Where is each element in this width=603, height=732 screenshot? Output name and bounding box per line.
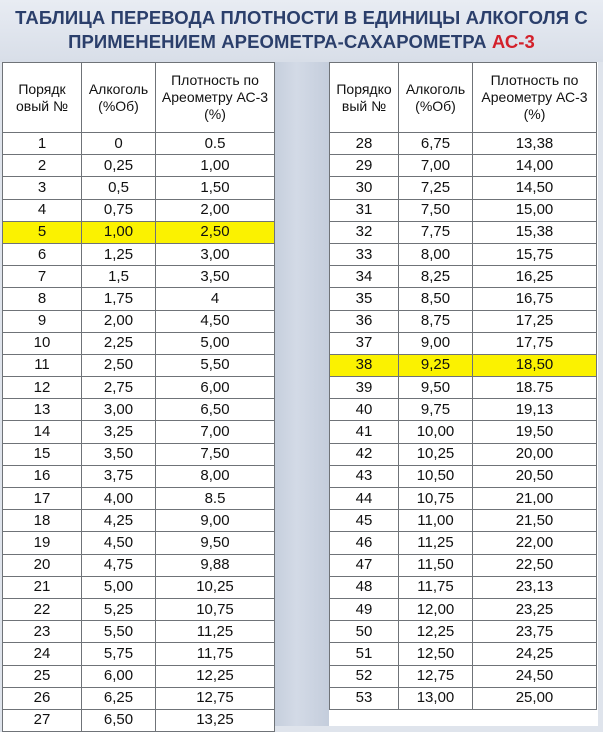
- table-row: [330, 354, 597, 376]
- cell-alcohol: 0,5: [82, 177, 156, 199]
- cell-alcohol: 3,00: [82, 399, 156, 421]
- cell-alcohol: 12,75: [399, 665, 473, 687]
- table-row: [3, 177, 275, 199]
- cell-density: 13,25: [156, 709, 275, 731]
- table-row: [330, 332, 597, 354]
- cell-density: 0.5: [156, 133, 275, 155]
- column-divider: [275, 62, 329, 726]
- cell-alcohol: 7,75: [399, 221, 473, 243]
- cell-alcohol: 5,00: [82, 576, 156, 598]
- cell-number: 34: [330, 266, 399, 288]
- cell-density: 18.75: [473, 377, 597, 399]
- cell-density: 9,00: [156, 510, 275, 532]
- cell-number: 8: [3, 288, 82, 310]
- cell-number: 38: [330, 354, 399, 376]
- table-row: [330, 288, 597, 310]
- cell-density: 17,25: [473, 310, 597, 332]
- cell-alcohol: 4,75: [82, 554, 156, 576]
- table-row: [3, 288, 275, 310]
- cell-alcohol: 11,25: [399, 532, 473, 554]
- table-row: [330, 621, 597, 643]
- cell-number: 11: [3, 354, 82, 376]
- cell-density: 2,00: [156, 199, 275, 221]
- table-row: [330, 687, 597, 709]
- table-row: [3, 598, 275, 620]
- cell-alcohol: 11,00: [399, 510, 473, 532]
- title-line-2: [0, 30, 603, 54]
- cell-number: 36: [330, 310, 399, 332]
- cell-alcohol: 3,75: [82, 465, 156, 487]
- table-row: [330, 465, 597, 487]
- table-row: [3, 155, 275, 177]
- cell-alcohol: 2,00: [82, 310, 156, 332]
- cell-number: 22: [3, 598, 82, 620]
- cell-density: 8.5: [156, 488, 275, 510]
- table-row: [330, 243, 597, 265]
- cell-density: 16,75: [473, 288, 597, 310]
- cell-number: 49: [330, 598, 399, 620]
- table-row: [330, 532, 597, 554]
- table-row: [3, 221, 275, 243]
- cell-alcohol: 6,50: [82, 709, 156, 731]
- table-row: [3, 443, 275, 465]
- cell-alcohol: 6,00: [82, 665, 156, 687]
- table-row: [330, 399, 597, 421]
- cell-number: 53: [330, 687, 399, 709]
- cell-alcohol: 8,25: [399, 266, 473, 288]
- cell-alcohol: 5,25: [82, 598, 156, 620]
- table-row: [3, 709, 275, 731]
- cell-number: 19: [3, 532, 82, 554]
- cell-density: 16,25: [473, 266, 597, 288]
- table-row: [3, 576, 275, 598]
- table-row: [3, 332, 275, 354]
- cell-number: 30: [330, 177, 399, 199]
- table-row: [330, 443, 597, 465]
- cell-number: 17: [3, 488, 82, 510]
- cell-alcohol: 12,25: [399, 621, 473, 643]
- cell-density: 10,25: [156, 576, 275, 598]
- cell-alcohol: 10,50: [399, 465, 473, 487]
- cell-number: 3: [3, 177, 82, 199]
- cell-alcohol: 6,75: [399, 133, 473, 155]
- cell-alcohol: 1,25: [82, 243, 156, 265]
- cell-density: 19,50: [473, 421, 597, 443]
- cell-number: 46: [330, 532, 399, 554]
- cell-density: 23,25: [473, 598, 597, 620]
- cell-number: 45: [330, 510, 399, 532]
- table-row: [330, 133, 597, 155]
- cell-alcohol: 7,00: [399, 155, 473, 177]
- cell-density: 24,25: [473, 643, 597, 665]
- header-density: Плотность по Ареометру АС-3 (%): [473, 63, 597, 133]
- table-row: [3, 354, 275, 376]
- cell-density: 23,75: [473, 621, 597, 643]
- table-row: [330, 510, 597, 532]
- cell-alcohol: 5,75: [82, 643, 156, 665]
- table-row: [330, 177, 597, 199]
- table-row: [330, 665, 597, 687]
- table-row: [330, 221, 597, 243]
- cell-alcohol: 5,50: [82, 621, 156, 643]
- cell-alcohol: 11,75: [399, 576, 473, 598]
- cell-alcohol: 10,75: [399, 488, 473, 510]
- cell-alcohol: 9,25: [399, 354, 473, 376]
- cell-density: 3,00: [156, 243, 275, 265]
- cell-alcohol: 4,50: [82, 532, 156, 554]
- table-row: [3, 310, 275, 332]
- cell-density: 4: [156, 288, 275, 310]
- table-row: [3, 243, 275, 265]
- cell-number: 2: [3, 155, 82, 177]
- cell-number: 33: [330, 243, 399, 265]
- table-row: [330, 377, 597, 399]
- cell-number: 39: [330, 377, 399, 399]
- cell-number: 24: [3, 643, 82, 665]
- cell-number: 16: [3, 465, 82, 487]
- header-density: Плотность по Ареометру АС-3 (%): [156, 63, 275, 133]
- cell-density: 14,00: [473, 155, 597, 177]
- cell-alcohol: 1,75: [82, 288, 156, 310]
- cell-number: 41: [330, 421, 399, 443]
- cell-alcohol: 0,75: [82, 199, 156, 221]
- cell-number: 48: [330, 576, 399, 598]
- cell-alcohol: 11,50: [399, 554, 473, 576]
- header-number: Порядк овый №: [3, 63, 82, 133]
- cell-number: 9: [3, 310, 82, 332]
- cell-density: 8,00: [156, 465, 275, 487]
- conversion-table-left: [2, 62, 275, 732]
- table-row: [330, 554, 597, 576]
- cell-density: 12,25: [156, 665, 275, 687]
- cell-alcohol: 2,75: [82, 377, 156, 399]
- cell-alcohol: 9,50: [399, 377, 473, 399]
- cell-number: 47: [330, 554, 399, 576]
- cell-density: 24,50: [473, 665, 597, 687]
- cell-alcohol: 0,25: [82, 155, 156, 177]
- cell-density: 22,50: [473, 554, 597, 576]
- cell-density: 17,75: [473, 332, 597, 354]
- table-row: [3, 532, 275, 554]
- table-row: [3, 643, 275, 665]
- cell-alcohol: 12,00: [399, 598, 473, 620]
- conversion-table-right: [329, 62, 597, 710]
- cell-alcohol: 8,75: [399, 310, 473, 332]
- cell-number: 21: [3, 576, 82, 598]
- cell-number: 42: [330, 443, 399, 465]
- cell-density: 19,13: [473, 399, 597, 421]
- cell-density: 5,50: [156, 354, 275, 376]
- cell-alcohol: 2,25: [82, 332, 156, 354]
- title-line-1: ТАБЛИЦА ПЕРЕВОДА ПЛОТНОСТИ В ЕДИНИЦЫ АЛКОГОЛЯ С: [15, 7, 588, 28]
- cell-density: 7,50: [156, 443, 275, 465]
- cell-alcohol: 7,25: [399, 177, 473, 199]
- cell-density: 21,00: [473, 488, 597, 510]
- cell-number: 51: [330, 643, 399, 665]
- table-header-row: [330, 63, 597, 133]
- cell-alcohol: 9,00: [399, 332, 473, 354]
- cell-density: 5,00: [156, 332, 275, 354]
- cell-number: 44: [330, 488, 399, 510]
- cell-alcohol: 9,75: [399, 399, 473, 421]
- table-row: [330, 576, 597, 598]
- cell-alcohol: 13,00: [399, 687, 473, 709]
- cell-number: 52: [330, 665, 399, 687]
- cell-density: 9,50: [156, 532, 275, 554]
- cell-density: 13,38: [473, 133, 597, 155]
- cell-alcohol: 8,00: [399, 243, 473, 265]
- header-alcohol: Алкоголь (%Об): [82, 63, 156, 133]
- cell-density: 11,25: [156, 621, 275, 643]
- cell-number: 37: [330, 332, 399, 354]
- cell-density: 12,75: [156, 687, 275, 709]
- cell-density: 20,00: [473, 443, 597, 465]
- table-row: [3, 266, 275, 288]
- cell-density: 1,00: [156, 155, 275, 177]
- cell-density: 2,50: [156, 221, 275, 243]
- cell-density: 3,50: [156, 266, 275, 288]
- table-row: [330, 643, 597, 665]
- table-row: [330, 310, 597, 332]
- cell-alcohol: 3,50: [82, 443, 156, 465]
- cell-number: 12: [3, 377, 82, 399]
- cell-density: 22,00: [473, 532, 597, 554]
- cell-number: 10: [3, 332, 82, 354]
- cell-number: 29: [330, 155, 399, 177]
- cell-density: 20,50: [473, 465, 597, 487]
- table-row: [330, 155, 597, 177]
- cell-density: 10,75: [156, 598, 275, 620]
- title-line-2-text: ПРИМЕНЕНИЕМ АРЕОМЕТРА-САХАРОМЕТРА: [68, 31, 492, 52]
- cell-density: 15,38: [473, 221, 597, 243]
- cell-number: 31: [330, 199, 399, 221]
- cell-density: 6,00: [156, 377, 275, 399]
- cell-number: 1: [3, 133, 82, 155]
- cell-number: 14: [3, 421, 82, 443]
- cell-number: 26: [3, 687, 82, 709]
- cell-density: 25,00: [473, 687, 597, 709]
- table-row: [3, 399, 275, 421]
- cell-number: 40: [330, 399, 399, 421]
- cell-number: 18: [3, 510, 82, 532]
- cell-density: 18,50: [473, 354, 597, 376]
- cell-alcohol: 12,50: [399, 643, 473, 665]
- cell-number: 20: [3, 554, 82, 576]
- cell-number: 25: [3, 665, 82, 687]
- cell-alcohol: 1,5: [82, 266, 156, 288]
- cell-number: 13: [3, 399, 82, 421]
- cell-density: 1,50: [156, 177, 275, 199]
- cell-alcohol: 10,00: [399, 421, 473, 443]
- cell-number: 6: [3, 243, 82, 265]
- table-row: [3, 621, 275, 643]
- cell-alcohol: 1,00: [82, 221, 156, 243]
- table-row: [330, 266, 597, 288]
- table-row: [3, 554, 275, 576]
- cell-density: 4,50: [156, 310, 275, 332]
- cell-number: 32: [330, 221, 399, 243]
- table-row: [3, 133, 275, 155]
- title-accent: АС-3: [491, 31, 535, 52]
- cell-number: 50: [330, 621, 399, 643]
- cell-number: 5: [3, 221, 82, 243]
- cell-number: 27: [3, 709, 82, 731]
- header-alcohol: Алкоголь (%Об): [399, 63, 473, 133]
- cell-number: 28: [330, 133, 399, 155]
- cell-alcohol: 10,25: [399, 443, 473, 465]
- table-row: [330, 199, 597, 221]
- cell-number: 23: [3, 621, 82, 643]
- cell-number: 35: [330, 288, 399, 310]
- cell-number: 15: [3, 443, 82, 465]
- cell-alcohol: 4,25: [82, 510, 156, 532]
- table-row: [3, 665, 275, 687]
- cell-density: 21,50: [473, 510, 597, 532]
- page-title: [0, 0, 603, 62]
- table-row: [3, 421, 275, 443]
- table-row: [330, 421, 597, 443]
- cell-number: 4: [3, 199, 82, 221]
- table-header-row: [3, 63, 275, 133]
- cell-alcohol: 3,25: [82, 421, 156, 443]
- cell-alcohol: 2,50: [82, 354, 156, 376]
- cell-number: 7: [3, 266, 82, 288]
- table-body-right: [330, 133, 597, 710]
- cell-density: 9,88: [156, 554, 275, 576]
- table-row: [330, 488, 597, 510]
- cell-alcohol: 0: [82, 133, 156, 155]
- cell-alcohol: 7,50: [399, 199, 473, 221]
- table-row: [3, 377, 275, 399]
- header-number: Порядко вый №: [330, 63, 399, 133]
- cell-density: 15,00: [473, 199, 597, 221]
- table-row: [330, 598, 597, 620]
- cell-alcohol: 8,50: [399, 288, 473, 310]
- table-row: [3, 199, 275, 221]
- table-row: [3, 488, 275, 510]
- cell-density: 23,13: [473, 576, 597, 598]
- cell-density: 6,50: [156, 399, 275, 421]
- table-row: [3, 465, 275, 487]
- table-row: [3, 510, 275, 532]
- cell-density: 14,50: [473, 177, 597, 199]
- cell-alcohol: 4,00: [82, 488, 156, 510]
- table-row: [3, 687, 275, 709]
- cell-density: 15,75: [473, 243, 597, 265]
- cell-alcohol: 6,25: [82, 687, 156, 709]
- table-body-left: [3, 133, 275, 732]
- cell-density: 7,00: [156, 421, 275, 443]
- cell-density: 11,75: [156, 643, 275, 665]
- cell-number: 43: [330, 465, 399, 487]
